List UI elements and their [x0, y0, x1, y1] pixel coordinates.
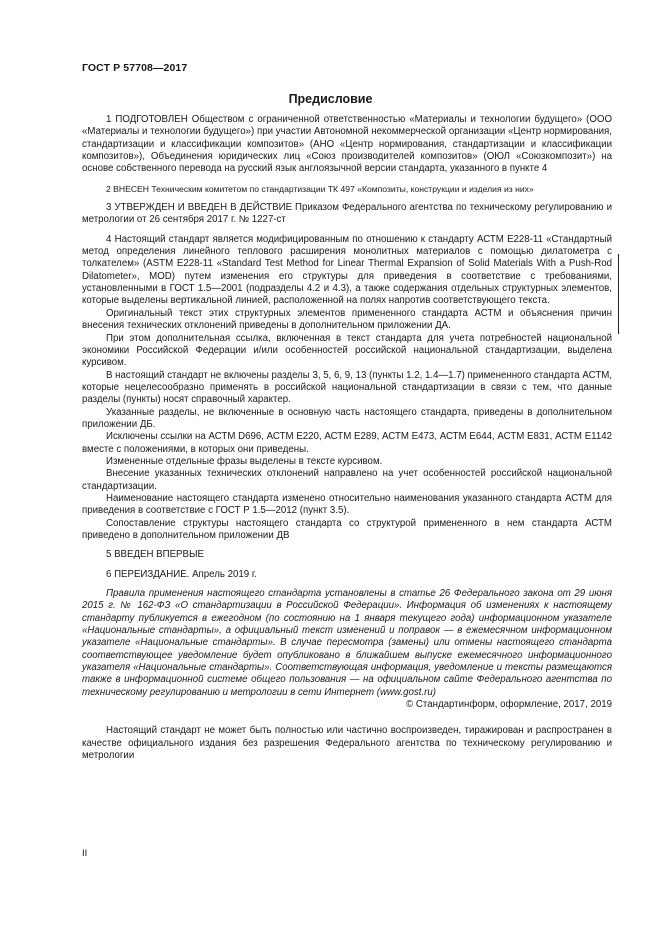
paragraph-introduced: 2 ВНЕСЕН Техническим комитетом по стандартизации ТК 497 «Композиты, конструкции и изделия из них»: [106, 183, 534, 194]
paragraph-original-text: Оригинальный текст этих структурных элементов примененного стандарта АСТМ и объяснения причин внесения технических отклонений приведены в дополнительном приложении ДА.: [82, 307, 612, 332]
paragraph-deviations: Внесение указанных технических отклонений направлено на учет особенностей российской национальной стандартизации.: [82, 468, 612, 492]
paragraph-introduced-first: 5 ВВЕДЕН ВПЕРВЫЕ: [106, 549, 205, 561]
standard-code-header: ГОСТ Р 57708—2017: [82, 62, 188, 74]
paragraph-prepared: 1 ПОДГОТОВЛЕН Обществом с ограниченной ответственностью «Материалы и технологии будущего» (ООО «Материалы и технологии будущего») при участии Автономной некоммерческой организации «Центр нормирования, стандартизации и классификации композитов» (АНО «Центр нормирования, стандартизации и классификации композитов»), Объединения юридических лиц «Союз производителей композитов» (ОЮЛ «Союзкомпозит») на основе собственного перевода на русский язык англоязычной версии стандарта, указанного в пункте 4: [82, 114, 612, 175]
page-number: II: [82, 848, 88, 859]
paragraph-excluded-references: Исключены ссылки на АСТМ D696, АСТМ Е220, АСТМ Е289, АСТМ Е473, АСТМ Е644, АСТМ Е831, АСТМ Е1142 вместе с положениями, в которых они приведены.: [82, 431, 612, 455]
copyright-line: © Стандартинформ, оформление, 2017, 2019: [406, 699, 612, 711]
paragraph-approved: 3 УТВЕРЖДЕН И ВВЕДЕН В ДЕЙСТВИЕ Приказом Федерального агентства по техническому регулированию и метрологии от 26 сентября 2017 г. № 1227-ст: [82, 202, 612, 226]
paragraph-italic-phrases: Измененные отдельные фразы выделены в тексте курсивом.: [106, 455, 383, 467]
paragraph-additional-reference: При этом дополнительная ссылка, включенная в текст стандарта для учета потребностей национальной экономики Российской Федерации и/или особенностей российской национальной стандартизации, выделена курсивом.: [82, 332, 612, 369]
paragraph-modified: 4 Настоящий стандарт является модифицированным по отношению к стандарту АСТМ Е228-11 «Стандартный метод определения линейного теплового расширения монолитных материалов с помощью дилатометра с толкателем» (ASTM E228-11 «Standard Test Method for Linear Thermal Expansion of Solid Materials With a Push-Rod Dilatometer», MOD) путем изменения его структуры для приведения в соответствие с требованиями, установленными в ГОСТ 1.5—2001 (подразделы 4.2 и 4.3), а также содержания отдельных структурных элементов, которые выделены вертикальной линией, расположенной на полях напротив соответствующего текста.: [82, 233, 612, 307]
rules-notice: Правила применения настоящего стандарта установлены в статье 26 Федерального закона от 29 июня 2015 г. № 162-ФЗ «О стандартизации в Российской Федерации». Информация об изменениях к настоящему стандарту публикуется в ежегодном (по состоянию на 1 января текущего года) информационном указателе «Национальные стандарты», а официальный текст изменений и поправок — в ежемесячном информационном указателе «Национальные стандарты». В случае пересмотра (замены) или отмены настоящего стандарта соответствующее уведомление будет опубликовано в ближайшем выпуске ежемесячного информационного указателя «Национальные стандарты». Соответствующая информация, уведомление и тексты размещаются также в информационной системе общего пользования — на официальном сайте Федерального агентства по техническому регулированию и метрологии в сети Интернет (www.gost.ru): [82, 588, 612, 698]
paragraph-reissue: 6 ПЕРЕИЗДАНИЕ. Апрель 2019 г.: [106, 568, 257, 580]
margin-change-bar: [618, 254, 619, 334]
reproduction-notice: Настоящий стандарт не может быть полностью или частично воспроизведен, тиражирован и распространен в качестве официального издания без разрешения Федерального агентства по техническому регулированию и метрологии: [82, 725, 612, 762]
page-title: Предисловие: [288, 92, 373, 106]
foreword-body: [82, 114, 612, 763]
paragraph-excluded-sections: В настоящий стандарт не включены разделы 3, 5, 6, 9, 13 (пункты 1.2, 1.4—1.7) примененного стандарта АСТМ, которые нецелесообразно применять в российской национальной стандартизации в связи с тем, что данные разделы (пункты) носят справочный характер.: [82, 369, 612, 406]
paragraph-name-change: Наименование настоящего стандарта изменено относительно наименования указанного стандарта АСТМ для приведения в соответствие с ГОСТ Р 1.5—2012 (пункт 3.5).: [82, 492, 612, 517]
paragraph-annex-db: Указанные разделы, не включенные в основную часть настоящего стандарта, приведены в дополнительном приложении ДБ.: [82, 406, 612, 430]
paragraph-structure-comparison: Сопоставление структуры настоящего стандарта со структурой примененного в нем стандарта АСТМ приведено в дополнительном приложении ДВ: [82, 517, 612, 541]
